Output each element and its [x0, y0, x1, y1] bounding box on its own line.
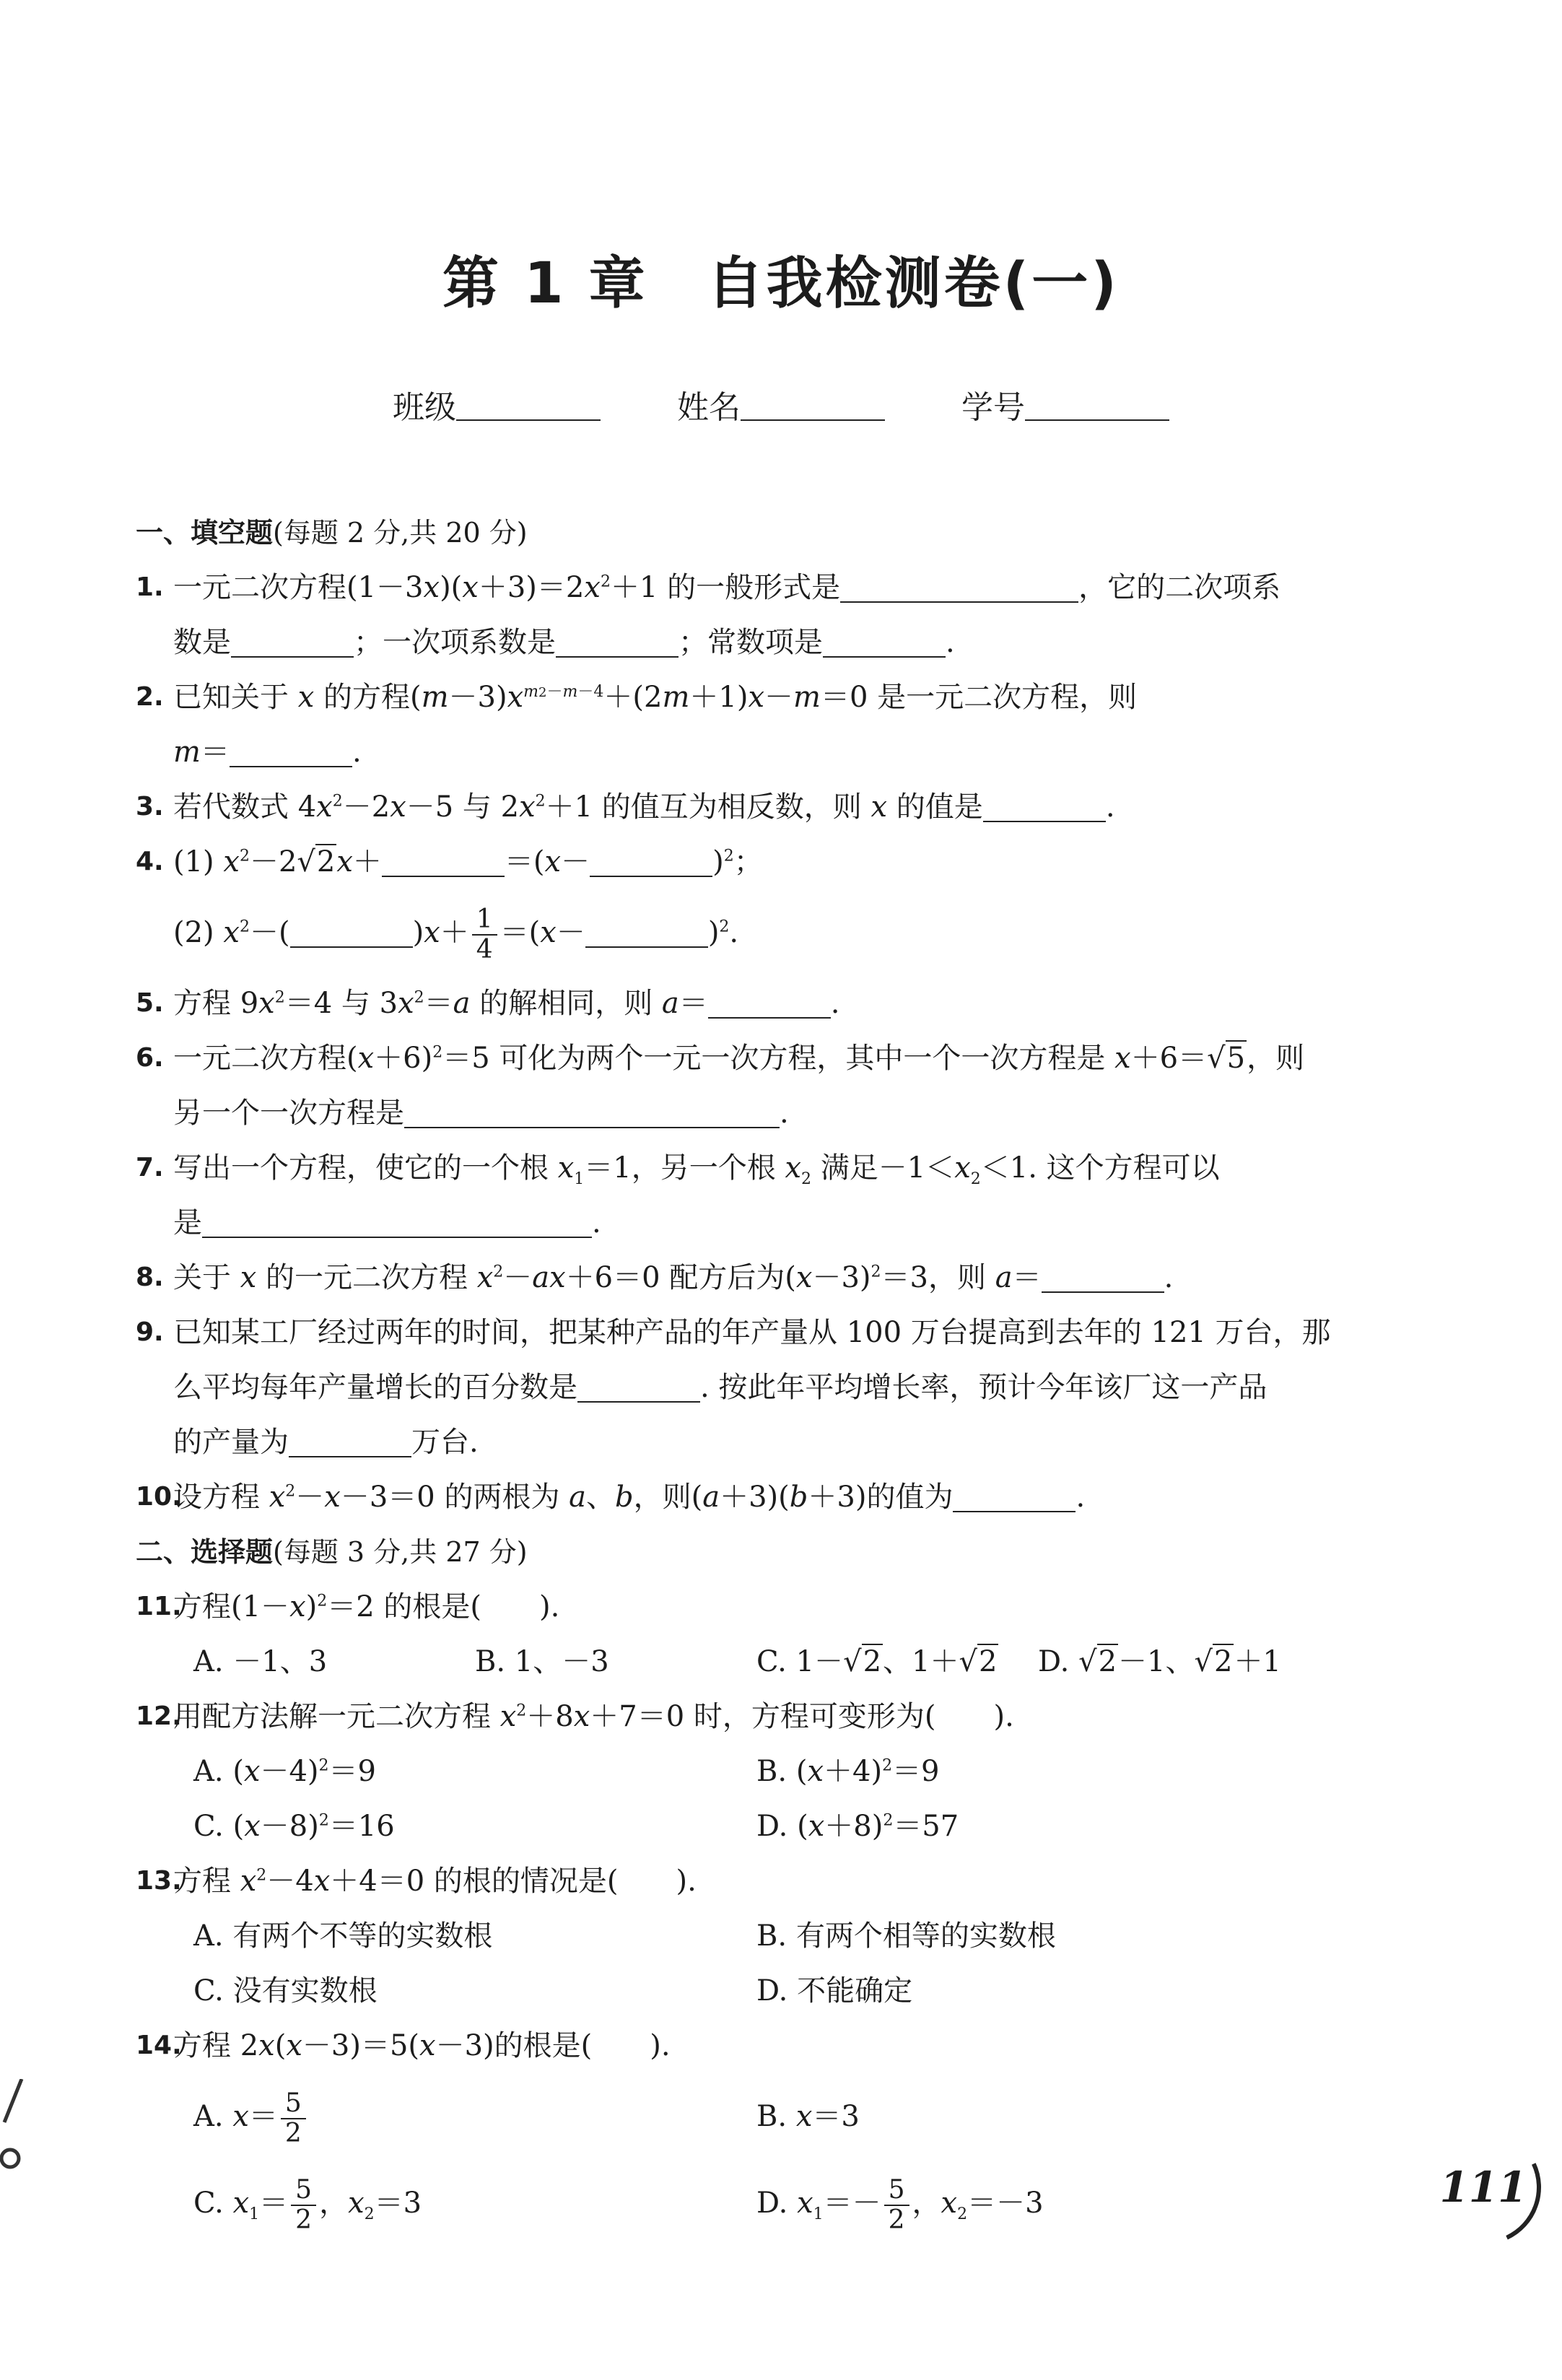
name-field: 姓名	[677, 389, 885, 426]
margin-mark	[0, 2079, 29, 2180]
question-12: 12. 用配方法解一元二次方程 $x^2+8x+7=0$ 时，方程可变形为( ).	[136, 1700, 1014, 1733]
question-6: 6. 一元二次方程$(x+6)^2=5$ 可化为两个一元一次方程，其中一个一次方程是 x＋6＝√5，则	[136, 1042, 1305, 1075]
options-12: A. $(x-4)^2=9$ B. $(x+4)^2=9$ C. $(x-8)^2=16$ D. $(x+8)^2=57$	[193, 1755, 959, 1843]
options-13: A. 有两个不等的实数根 B. 有两个相等的实数根 C. 没有实数根 D. 不能确定	[193, 1919, 1056, 2008]
student-info	[0, 381, 1562, 427]
page-title: 第 1 章 自我检测卷(一)	[442, 251, 1120, 316]
question-10: 10. 设方程 $x^2-x-3=0$ 的两根为 a、b，则(a＋3)(b＋3)的值为 .	[136, 1481, 1086, 1514]
options-11: A. －1、3 B. 1、－3 C. 1－√2、1＋√2 D. √2－1、√2＋1	[193, 1645, 1281, 1678]
question-4: 4. (1) $x^2-2√2x+ =(x- )^2$；	[136, 845, 763, 879]
page-number: 111	[1426, 2130, 1541, 2245]
question-11: 11. 方程$(1-x)^2=2$ 的根是( ).	[136, 1590, 560, 1623]
id-field: 学号	[961, 389, 1169, 426]
answer-blank	[840, 570, 1078, 603]
question-9: 9. 已知某工厂经过两年的时间，把某种产品的年产量从 100 万台提高到去年的 121 万台，那	[136, 1316, 1331, 1349]
question-list: 一、填空题(每题 2 分,共 20 分) 1. 一元二次方程$(1-3x)(x+3)=2x^2+1$ 的一般形式是 ，它的二次项系 数是 ；一次项系数是 ；常数项是 . 2. 已知关于 x 的方程$(m-3)x^{m2-m-4}+(2m+1)x-m=0$ 是一元二次方程，则 m＝ . 3. 若代数式 $4x^2-2x-5$ 与 $2x^2+1$ 的值互为相反数，则 x 的值是 . 4. (1) $x^2-2√2x+ =(x- )^2$； (2) $x^2-$( )x＋ $\frac{1}{4}$ $=(x- )^2$. 5. 方程 $9x^2=4$ 与 $3x^2=a$ 的解相同，则 a＝ . 6. 一元二次方程$(x+6)^2=5$ 可化为两个一元一次方程，其中一个一次方程是 x＋6＝√5，则 另一个一次方程是 . 7. 写出一个方程，使它的一个根 $x_1=1$，另一个根 $x_2$ 满足$-1<x_2<1$. 这个方程可以 是 . 8. 关于 x 的一元二次方程 $x^2-ax+6=0$ 配方后为$(x-3)^2=3$，则 a＝ . 9. 已知某工厂经过两年的时间，把某种产品的年产量从 100 万台提高到去年的 121 万台，那 么平均每年产量增长的百分数是 . 按此年平均增长率，预计今年该厂这一产品 的产量为 万台. 10. 设方程 $x^2-x-3=0$ 的两根为 a、b，则(a＋3)(b＋3)的值为 . 二、选择题(每题 3 分,共 27 分) 11. 方程$(1-x)^2=2$ 的根是( ). A. －1、3 B. 1、－3 C. 1－√2、1＋√2 D. √2－1、√2＋1 12. 用配方法解一元二次方程 $x^2+8x+7=0$ 时，方程可变形为( ). A. $(x-4)^2=9$ B. $(x+4)^2=9$ C. $(x-8)^2=16$ D. $(x+8)^2=57$ 13. 方程 $x^2-4x+4=0$ 的根的情况是( ). A. 有两个不等的实数根 B. 有两个相等的实数根 C. 没有实数根 D. 不能确定 14. 方程 2x(x－3)＝5(x－3)的根是( ). A. x＝ $\frac{5}{2}$ B. x＝3 C. $x_1=$ $\frac{5}{2}$ ，$x_2=3$ D. $x_1=-$ $\frac{5}{2}$ ，$x_2=-3$	[136, 505, 1377, 2246]
question-2: 2. 已知关于 x 的方程$(m-3)x^{m2-m-4}+(2m+1)x-m=0$ 是一元二次方程，则	[136, 681, 1138, 714]
section-heading-fill: 一、填空题(每题 2 分,共 20 分)	[136, 517, 528, 549]
question-14: 14. 方程 2x(x－3)＝5(x－3)的根是( ).	[136, 2029, 671, 2062]
section-heading-choice: 二、选择题(每题 3 分,共 27 分)	[136, 1536, 528, 1568]
class-field: 班级	[393, 389, 601, 426]
question-1: 1. 一元二次方程$(1-3x)(x+3)=2x^2+1$ 的一般形式是 ，它的二次项系	[136, 571, 1281, 604]
question-13: 13. 方程 $x^2-4x+4=0$ 的根的情况是( ).	[136, 1865, 697, 1898]
question-7: 7. 写出一个方程，使它的一个根 $x_1=1$，另一个根 $x_2$ 满足$-1<x_2<1$. 这个方程可以	[136, 1151, 1220, 1188]
question-8: 8. 关于 x 的一元二次方程 $x^2-ax+6=0$ 配方后为$(x-3)^2=3$，则 a＝ .	[136, 1261, 1174, 1294]
question-5: 5. 方程 $9x^2=4$ 与 $3x^2=a$ 的解相同，则 a＝ .	[136, 987, 840, 1020]
question-3: 3. 若代数式 $4x^2-2x-5$ 与 $2x^2+1$ 的值互为相反数，则 x 的值是 .	[136, 790, 1115, 824]
options-14: A. x＝ $\frac{5}{2}$ B. x＝3 C. $x_1=$ $\frac{5}{2}$ ，$x_2=3$ D. $x_1=-$ $\frac{5}{2}$ ，$x_2=-3$	[193, 2088, 1044, 2235]
